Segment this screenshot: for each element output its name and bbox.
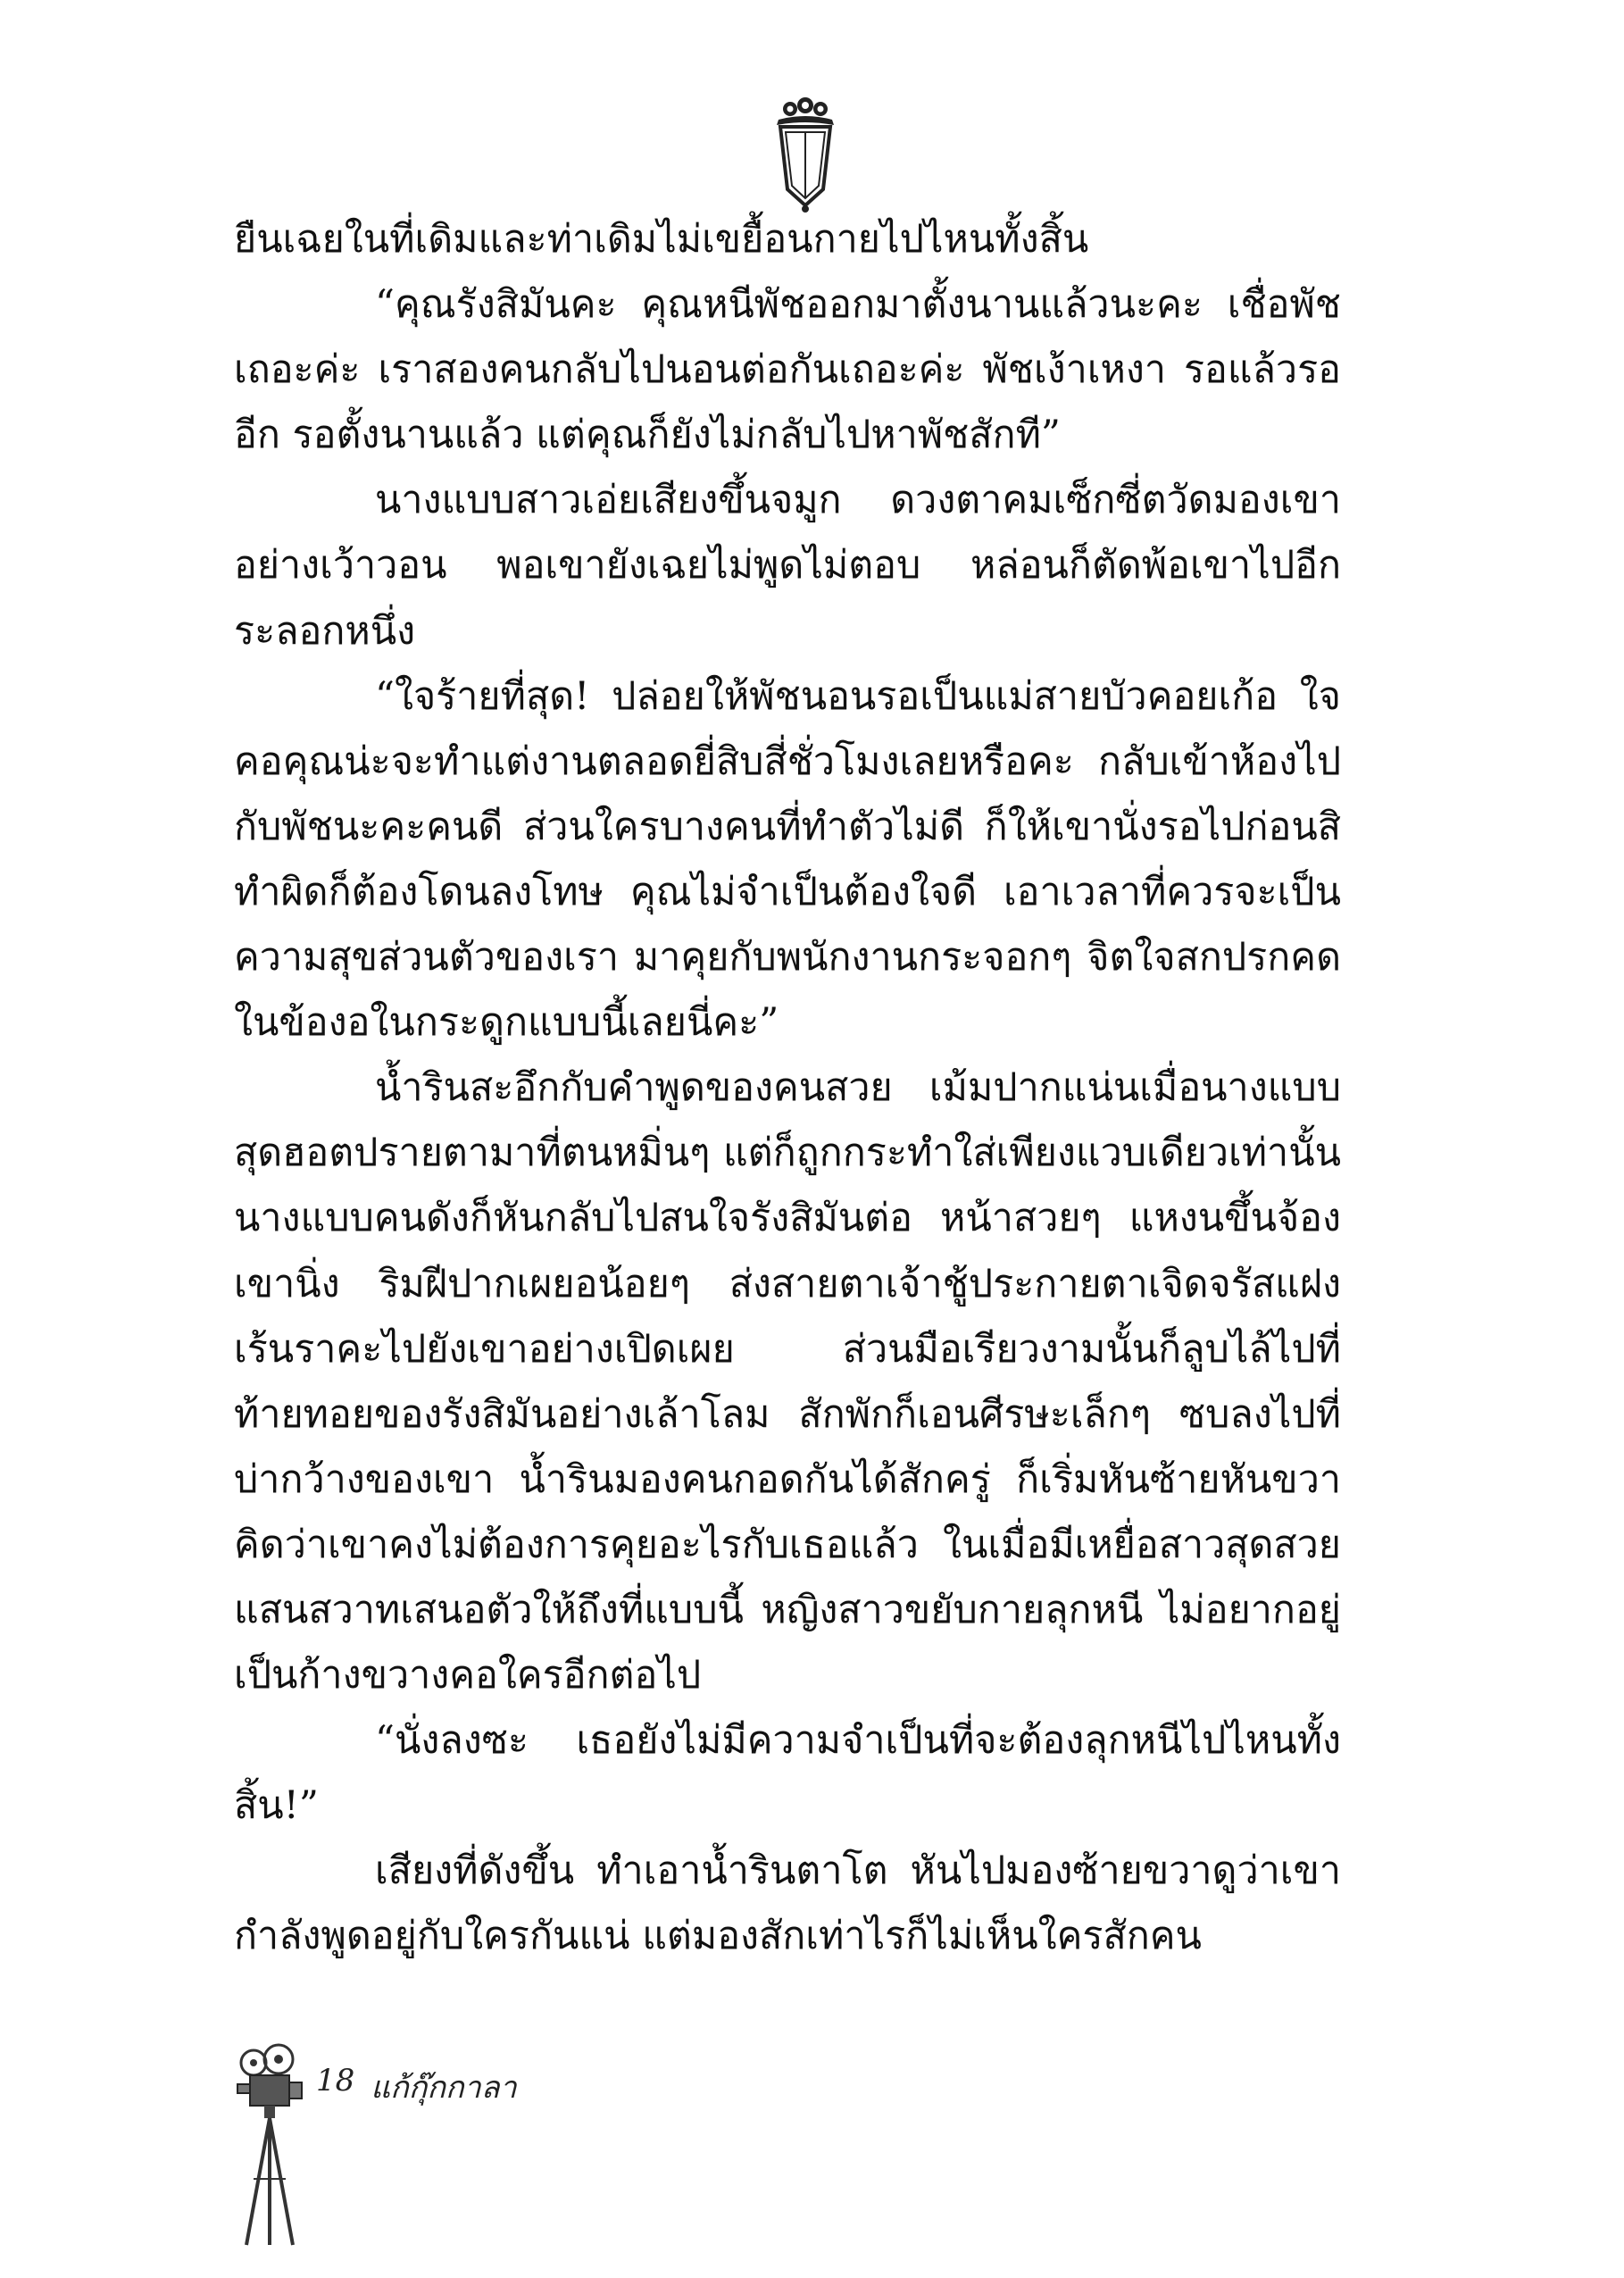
paragraph: น้ำรินสะอึกกับคำพูดของคนสวย เม้มปากแน่นเมื่อนางแบบสุดฮอตปรายตามาที่ตนหมิ่นๆ แต่ก็ถูกกระทำใส่เพียงแวบเดียวเท่านั้น นางแบบคนดังก็หันกลับไปสนใจรังสิมันต่อ หน้าสวยๆ แหงนขึ้นจ้องเขานิ่ง ริมฝีปากเผยอน้อยๆ ส่งสายตาเจ้าชู้ประกายตาเจิดจรัสแฝงเร้นราคะไปยังเขาอย่างเปิดเผย ส่วนมือเรียวงามนั้นก็ลูบไล้ไปที่ท้ายทอยของรังสิมันอย่างเล้าโลม สักพักก็เอนศีรษะเล็กๆ ซบลงไปที่บ่ากว้างของเขา น้ำรินมองคนกอดกันได้สักครู่ ก็เริ่มหันซ้ายหันขวาคิดว่าเขาคงไม่ต้องการคุยอะไรกับเธอแล้ว ในเมื่อมีเหยื่อสาวสุดสวยแสนสวาทเสนอตัวให้ถึงที่แบบนี้ หญิงสาวขยับกายลุกหนี ไม่อยากอยู่เป็นก้างขวางคอใครอีกต่อไป [234,1065,1341,1698]
paragraph: นางแบบสาวเอ่ยเสียงขึ้นจมูก ดวงตาคมเซ็กซี่ตวัดมองเขาอย่างเว้าวอน พอเขายังเฉยไม่พูดไม่ตอบ หล่อนก็ตัดพ้อเขาไปอีกระลอกหนึ่ง [234,478,1341,654]
page-footer [234,2036,517,2250]
paragraph: ยืนเฉยในที่เดิมและท่าเดิมไม่เขยื้อนกายไปไหนทั้งสิ้น [234,217,1089,262]
paragraph: เสียงที่ดังขึ้น ทำเอาน้ำรินตาโต หันไปมองซ้ายขวาดูว่าเขากำลังพูดอยู่กับใครกันแน่ แต่มองสักเท่าไรก็ไม่เห็นใครสักคน [234,1848,1341,1959]
body-text [234,207,1341,1970]
film-camera-tripod-icon [234,2036,305,2250]
book-title: แก้กุ๊กกาลา [371,2070,517,2106]
footer-label [316,2063,517,2111]
paragraph: “ใจร้ายที่สุด! ปล่อยให้พัชนอนรอเป็นแม่สายบัวคอยเก้อ ใจคอคุณน่ะจะทำแต่งานตลอดยี่สิบสี่ชั่วโมงเลยหรือคะ กลับเข้าห้องไปกับพัชนะคะคนดี ส่วนใครบางคนที่ทำตัวไม่ดี ก็ให้เขานั่งรอไปก่อนสิ ทำผิดก็ต้องโดนลงโทษ คุณไม่จำเป็นต้องใจดี เอาเวลาที่ควรจะเป็นความสุขส่วนตัวของเรา มาคุยกับพนักงานกระจอกๆ จิตใจสกปรกคดในข้องอในกระดูกแบบนี้เลยนี่คะ” [234,673,1341,1046]
paragraph: “นั่งลงซะ เธอยังไม่มีความจำเป็นที่จะต้องลุกหนีไปไหนทั้งสิ้น!” [234,1718,1341,1829]
page-number: 18 [316,2063,355,2099]
paragraph: “คุณรังสิมันคะ คุณหนีพัชออกมาตั้งนานแล้วนะคะ เชื่อพัชเถอะค่ะ เราสองคนกลับไปนอนต่อกันเถอะค่ะ พัชเง้าเหงา รอแล้วรออีก รอตั้งนานแล้ว แต่คุณก็ยังไม่กลับไปหาพัชสักที” [234,282,1341,458]
lantern-ornament-icon [752,89,859,214]
